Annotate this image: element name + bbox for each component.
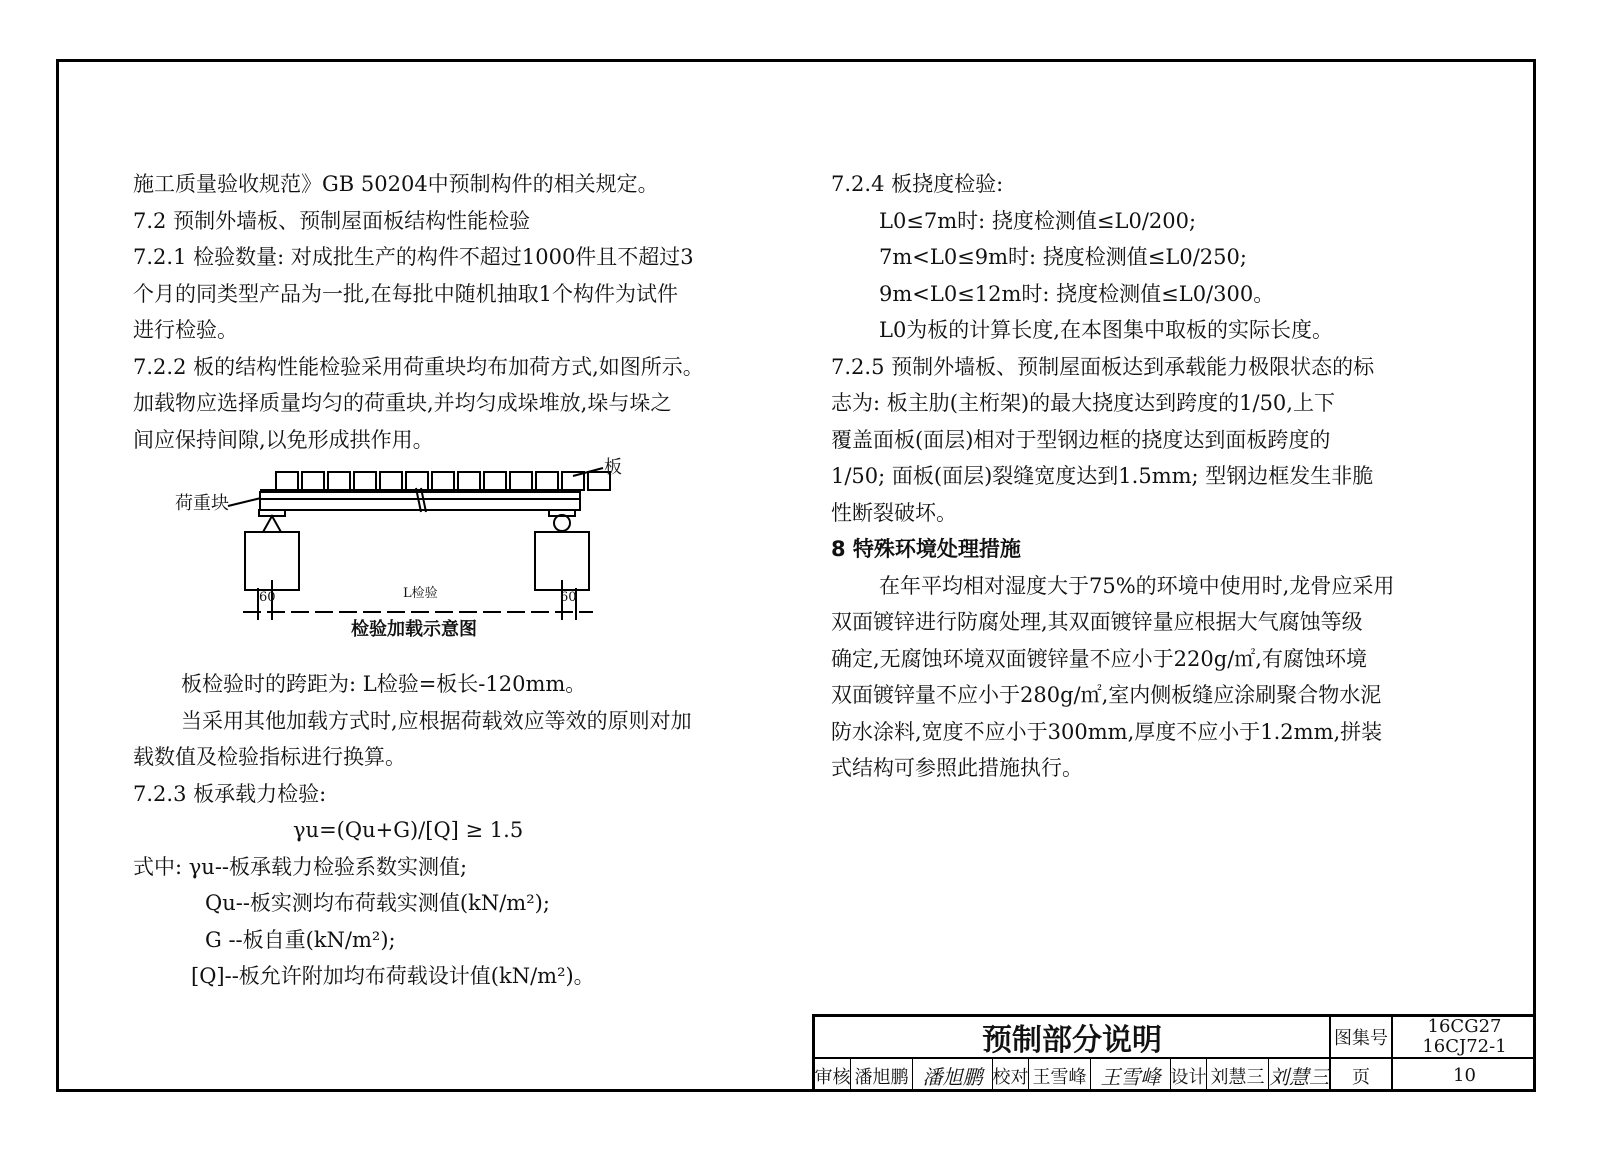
text-line: 覆盖面板(面层)相对于型钢边框的挠度达到面板跨度的 bbox=[831, 427, 1331, 452]
left-column bbox=[133, 166, 773, 995]
atlas-no-1: 16CG27 bbox=[1427, 1016, 1502, 1037]
text-line: 在年平均相对湿度大于75%的环境中使用时,龙骨应采用 bbox=[879, 573, 1395, 598]
text-line: 进行检验。 bbox=[133, 318, 238, 342]
text-line: 板检验时的跨距为: L检验=板长-120mm。 bbox=[181, 672, 587, 696]
text-line: 7.2.1 检验数量: 对成批生产的构件不超过1000件且不超过3 bbox=[133, 245, 694, 269]
text-line: 7m<L0≤9m时: 挠度检测值≤L0/250; bbox=[879, 245, 1247, 269]
text-line: 双面镀锌进行防腐处理,其双面镀锌量应根据大气腐蚀等级 bbox=[831, 610, 1363, 634]
where-line: [Q]--板允许附加均布荷载设计值(kN/m²)。 bbox=[191, 964, 595, 988]
text-line: 确定,无腐蚀环境双面镀锌量不应小于220g/㎡,有腐蚀环境 bbox=[831, 646, 1367, 671]
section-heading-7-2-3: 7.2.3 板承载力检验: bbox=[133, 781, 327, 806]
text-line: 式结构可参照此措施执行。 bbox=[831, 756, 1083, 780]
text-line: 7.2.2 板的结构性能检验采用荷重块均布加荷方式,如图所示。 bbox=[133, 354, 704, 379]
checker-name: 王雪峰 bbox=[1029, 1059, 1091, 1092]
text-line: 载数值及检验指标进行换算。 bbox=[133, 745, 406, 769]
drawing-title: 预制部分说明 bbox=[815, 1017, 1331, 1059]
dim-right: 60 bbox=[560, 590, 577, 605]
designer-signature: 刘慧三 bbox=[1269, 1059, 1331, 1092]
text-line: 加载物应选择质量均匀的荷重块,并均匀成垛堆放,垛与垛之 bbox=[133, 391, 672, 415]
check-label: 校对 bbox=[993, 1059, 1029, 1092]
checker-signature: 王雪峰 bbox=[1091, 1059, 1171, 1092]
title-block bbox=[812, 1014, 1536, 1092]
page-number: 10 bbox=[1453, 1065, 1476, 1086]
atlas-no bbox=[1393, 1017, 1536, 1059]
figure-caption: 检验加载示意图 bbox=[351, 619, 477, 640]
text-line: 当采用其他加载方式时,应根据荷载效应等效的原则对加 bbox=[181, 708, 692, 733]
reviewer-name: 潘旭鹏 bbox=[851, 1059, 913, 1092]
text-line: 1/50; 面板(面层)裂缝宽度达到1.5mm; 型钢边框发生非脆 bbox=[831, 464, 1374, 488]
dim-left: 60 bbox=[259, 590, 276, 605]
where-line: 式中: γu--板承载力检验系数实测值; bbox=[133, 854, 468, 879]
text-line: 间应保持间隙,以免形成拱作用。 bbox=[133, 427, 434, 452]
text-line: 7.2.5 预制外墙板、预制屋面板达到承载能力极限状态的标 bbox=[831, 354, 1375, 379]
label-span: L检验 bbox=[403, 586, 438, 601]
section-heading-7-2-4: 7.2.4 板挠度检验: bbox=[831, 172, 1004, 196]
section-heading-8: 8 特殊环境处理措施 bbox=[831, 537, 1021, 561]
atlas-no-2: 16CJ72-1 bbox=[1422, 1036, 1507, 1057]
label-load-block: 荷重块 bbox=[175, 493, 229, 514]
loading-diagram bbox=[133, 457, 773, 660]
where-line: G --板自重(kN/m²); bbox=[205, 927, 396, 952]
atlas-no-label: 图集号 bbox=[1331, 1017, 1393, 1059]
review-label: 审核 bbox=[815, 1059, 851, 1092]
label-board: 板 bbox=[604, 457, 622, 478]
page-label: 页 bbox=[1331, 1059, 1393, 1092]
designer-name: 刘慧三 bbox=[1207, 1059, 1269, 1092]
text-line: 志为: 板主肋(主桁架)的最大挠度达到跨度的1/50,上下 bbox=[831, 391, 1335, 415]
text-line: 防水涂料,宽度不应小于300mm,厚度不应小于1.2mm,拼装 bbox=[831, 719, 1383, 744]
text-line: 施工质量验收规范》GB 50204中预制构件的相关规定。 bbox=[133, 172, 659, 196]
text-line: L0为板的计算长度,在本图集中取板的实际长度。 bbox=[879, 318, 1333, 342]
design-label: 设计 bbox=[1171, 1059, 1207, 1092]
text-line: 性断裂破坏。 bbox=[831, 500, 957, 525]
where-line: Qu--板实测均布荷载实测值(kN/m²); bbox=[205, 891, 550, 915]
text-line: 9m<L0≤12m时: 挠度检测值≤L0/300。 bbox=[879, 281, 1275, 306]
text-line: 双面镀锌量不应小于280g/㎡,室内侧板缝应涂刷聚合物水泥 bbox=[831, 683, 1382, 707]
section-heading-7-2: 7.2 预制外墙板、预制屋面板结构性能检验 bbox=[133, 208, 531, 233]
reviewer-signature: 潘旭鹏 bbox=[913, 1059, 993, 1092]
text-line: L0≤7m时: 挠度检测值≤L0/200; bbox=[879, 208, 1197, 233]
equation: γu=(Qu+G)/[Q] ≥ 1.5 bbox=[293, 818, 524, 842]
right-column bbox=[831, 166, 1461, 787]
text-line: 个月的同类型产品为一批,在每批中随机抽取1个构件为试件 bbox=[133, 281, 679, 306]
